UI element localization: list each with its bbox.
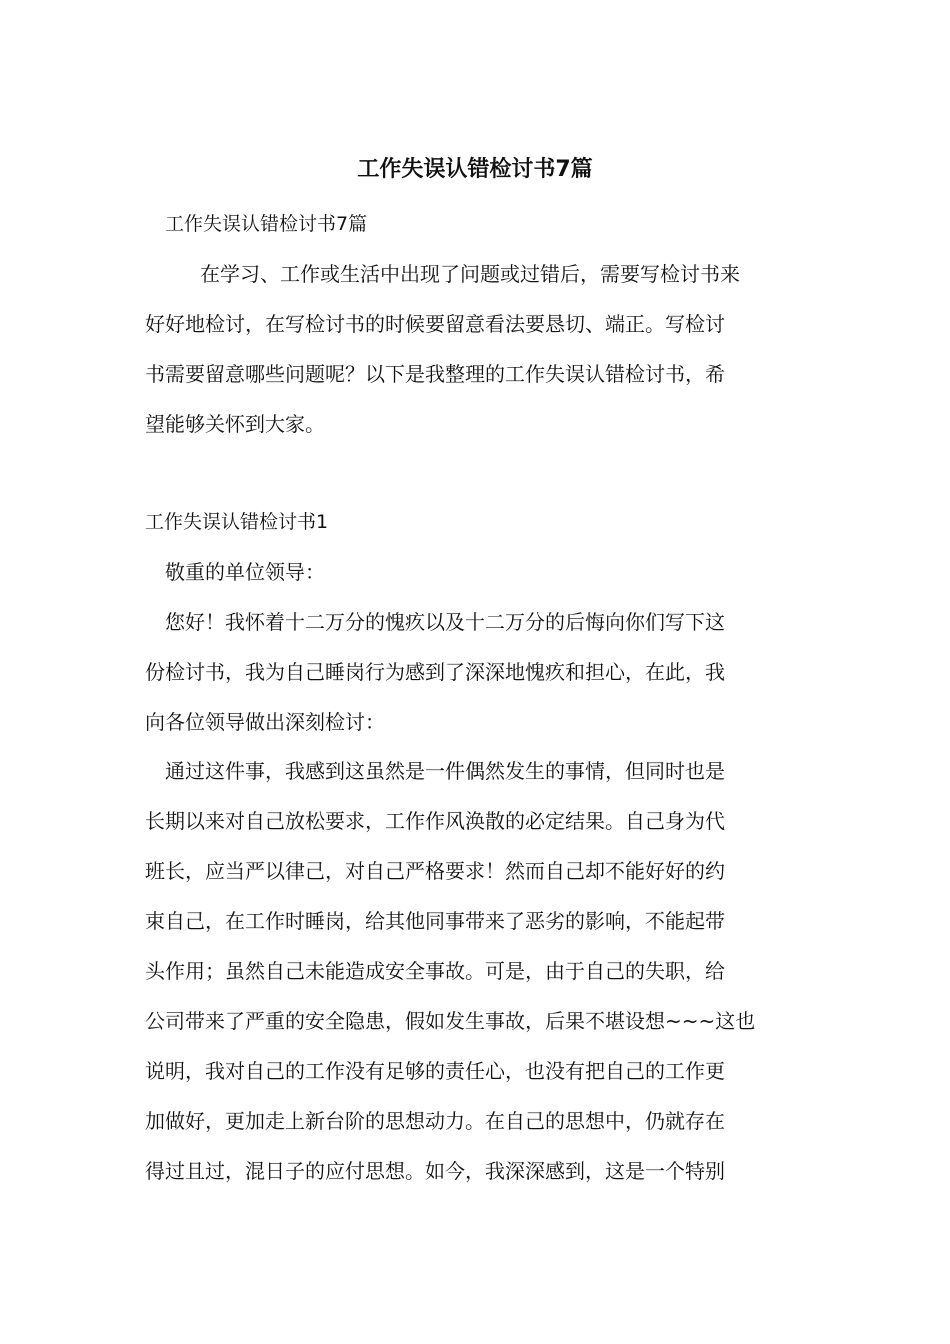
paragraph-line: 班长，应当严以律己，对自己严格要求！然而自己却不能好好的约 [145, 859, 725, 883]
intro-line: 在学习、工作或生活中出现了问题或过错后，需要写检讨书来 [200, 262, 740, 286]
paragraph-line: 束自己，在工作时睡岗，给其他同事带来了恶劣的影响，不能起带 [145, 909, 725, 933]
paragraph-line: 向各位领导做出深刻检讨： [145, 710, 385, 734]
letter-greeting: 敬重的单位领导： [165, 560, 325, 584]
document-subtitle: 工作失误认错检讨书7篇 [165, 213, 368, 235]
document-title: 工作失误认错检讨书7篇 [357, 157, 593, 182]
paragraph-line: 长期以来对自己放松要求，工作作风涣散的必定结果。自己身为代 [145, 809, 725, 833]
paragraph-line: 得过且过，混日子的应付思想。如今，我深深感到，这是一个特别 [145, 1159, 725, 1183]
paragraph-line: 说明，我对自己的工作没有足够的责任心，也没有把自己的工作更 [145, 1059, 725, 1083]
paragraph-line: 通过这件事，我感到这虽然是一件偶然发生的事情，但同时也是 [165, 759, 725, 783]
paragraph-line: 您好！我怀着十二万分的愧疚以及十二万分的后悔向你们写下这 [165, 610, 725, 634]
paragraph-line: 加做好，更加走上新台阶的思想动力。在自己的思想中，仍就存在 [145, 1109, 725, 1133]
intro-line: 好好地检讨，在写检讨书的时候要留意看法要恳切、端正。写检讨 [145, 312, 725, 336]
paragraph-line: 公司带来了严重的安全隐患，假如发生事故，后果不堪设想~~~这也 [145, 1009, 756, 1033]
paragraph-line: 头作用；虽然自己未能造成安全事故。可是，由于自己的失职，给 [145, 959, 725, 983]
intro-line: 望能够关怀到大家。 [145, 412, 325, 436]
paragraph-line: 份检讨书，我为自己睡岗行为感到了深深地愧疚和担心，在此，我 [145, 660, 725, 684]
section-heading: 工作失误认错检讨书1 [145, 511, 329, 533]
intro-line: 书需要留意哪些问题呢？以下是我整理的工作失误认错检讨书，希 [145, 362, 725, 386]
